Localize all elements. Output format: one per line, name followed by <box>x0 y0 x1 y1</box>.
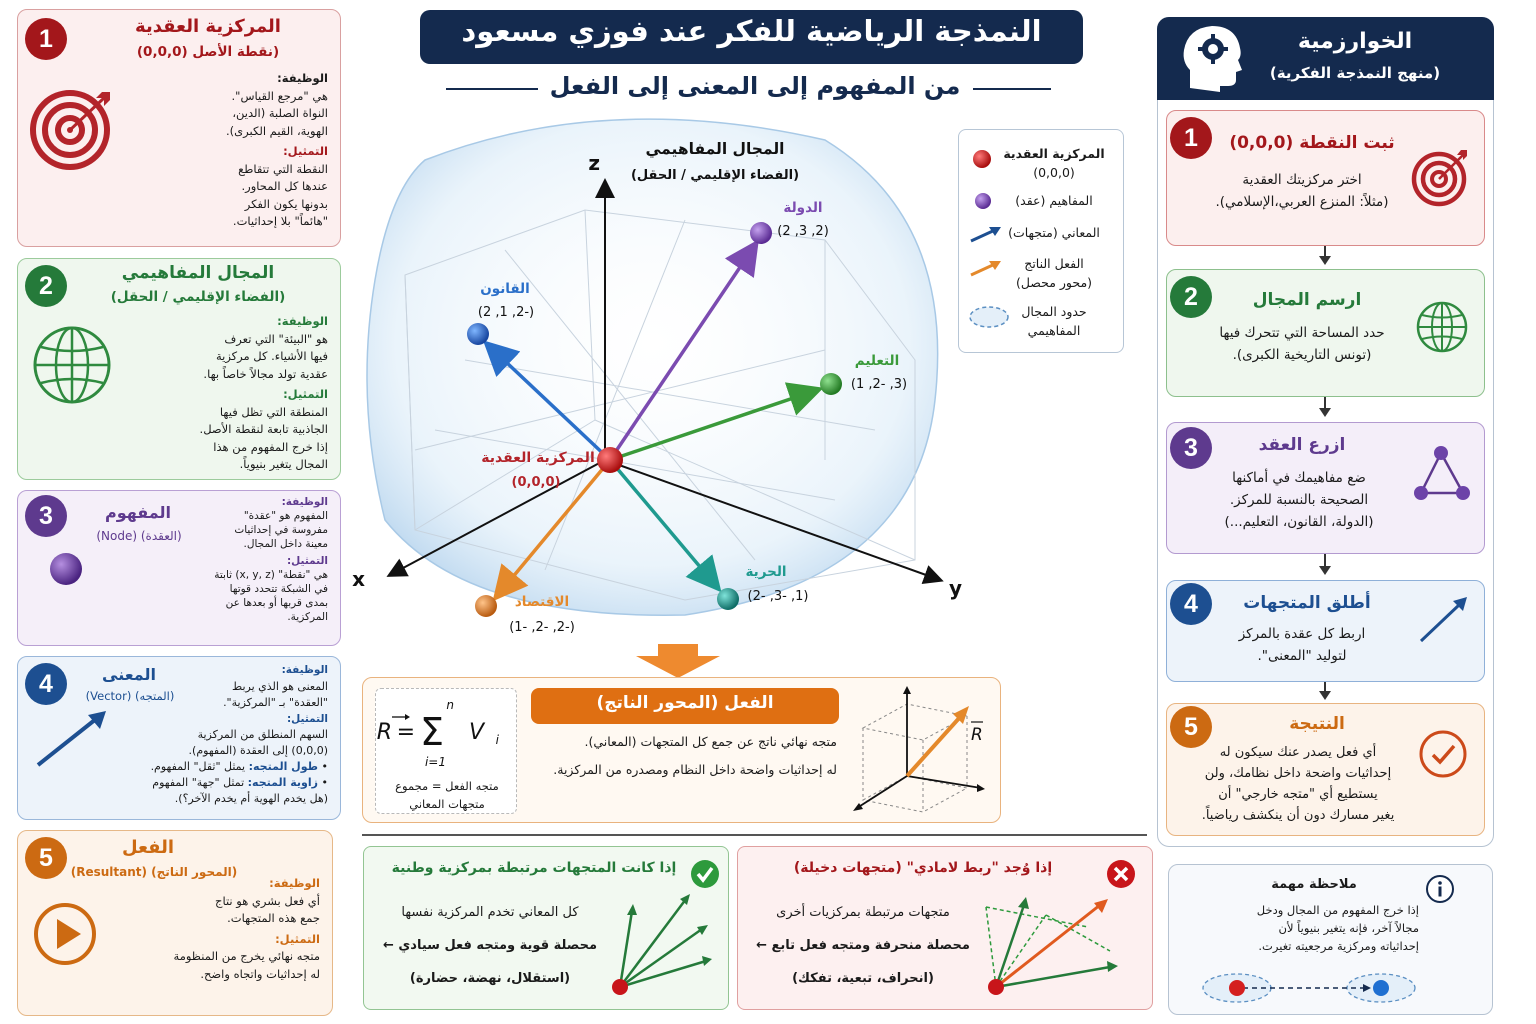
legend-sub-action: (محور محصل) <box>1015 275 1093 290</box>
good-box <box>363 846 729 1010</box>
left-card-5 <box>17 830 333 1016</box>
vector-arrow-icon <box>1417 595 1471 645</box>
node-law-label: القانون <box>480 281 530 297</box>
node-state <box>750 222 772 244</box>
good-line-1: كل المعاني تخدم المركزية نفسها <box>401 905 579 920</box>
deviated-vectors-icon <box>976 891 1146 1003</box>
svg-text:i=1: i=1 <box>424 755 446 769</box>
step-desc: اربط كل عقدة بالمركز لتوليد "المعنى". <box>1238 626 1366 664</box>
card-subtitle: (المحور الناتج) (Resultant) <box>70 865 238 879</box>
node-freedom-label: الحرية <box>745 564 787 580</box>
action-title: الفعل (المحور الناتج) <box>596 693 774 713</box>
node-law <box>467 323 489 345</box>
left-card-1 <box>17 9 341 247</box>
card-title: المعنى <box>102 665 156 684</box>
legend-sub-boundary: المفاهيمي <box>1027 323 1081 338</box>
legend-label-action: الفعل الناتج <box>1024 256 1084 271</box>
bad-line-2: محصلة منحرفة ومتجه فعل تابع ← <box>756 938 970 953</box>
card-subtitle: (الفضاء الإقليمي / الحقل) <box>110 289 286 305</box>
step-title: أطلق المتجهات <box>1243 593 1371 613</box>
good-line-3: (استقلال، نهضة، حضارة) <box>409 971 571 986</box>
algo-step-2 <box>1166 269 1485 397</box>
note-box <box>1168 864 1493 1015</box>
left-card-4 <box>17 656 341 820</box>
legend-red-ball-icon <box>971 148 993 170</box>
algorithm-title: الخوارزمية <box>1297 29 1413 54</box>
divider <box>362 834 1147 836</box>
check-circle-icon <box>690 859 720 889</box>
node-state-label: الدولة <box>783 200 823 216</box>
note-text: إذا خرج المفهوم من المجال ودخل مجالاً آخر، فإنه يتغير بنيوياً لأن إحداثياته ومركزية مرجعيته تغيرت. <box>1256 903 1419 953</box>
node-economy-coords: (-2, -2, -1) <box>509 620 575 635</box>
card-body: الوظيفة: المفهوم هو "عقدة" مفروسة في إحداثيات معينة داخل المجال. التمثيل: هي "نقطة" (x, y, z) ثابتة في الشبكة تتحدد قوتها بمدى قربها أو بعدها عن المركزية. <box>214 496 328 623</box>
card-body: الوظيفة: هي "مرجع القياس". النواة الصلبة (الدين، الهوية، القيم الكبرى). التمثيل: النقطة التي تتقاطع عندها كل المحاور. بدونها يكون الفكر "هائماً" بلا إحداثيات. <box>226 71 328 228</box>
card-title: المجال المفاهيمي <box>121 263 275 283</box>
legend-purple-ball-icon <box>973 191 993 211</box>
card-subtitle: (المتجه) (Vector) <box>85 689 175 703</box>
resultant-cube-icon <box>849 682 989 818</box>
bullet-2: • زاوية المتجه: تمثل "جهة" المفهوم <box>152 776 328 789</box>
node-education <box>820 373 842 395</box>
bad-box <box>737 846 1153 1010</box>
field-shift-icon <box>1199 967 1419 1009</box>
left-card-3 <box>17 490 341 646</box>
good-title: إذا كانت المتجهات مرتبطة بمركزية وطنية <box>391 860 677 876</box>
origin-coords: (0,0,0) <box>511 475 561 490</box>
bad-line-3: (انحراف، تبعية، تفكك) <box>792 971 934 986</box>
formula-box <box>375 688 517 814</box>
node-freedom <box>717 588 739 610</box>
target-icon <box>1411 147 1471 207</box>
svg-text:V: V <box>468 720 484 745</box>
step-desc: اختر مركزيتك العقدية (مثلاً: المنزع العربي،الإسلامي). <box>1215 172 1389 210</box>
legend-label-origin: المركزية العقدية <box>1003 146 1105 161</box>
step-number: 4 <box>1170 583 1212 625</box>
card-title: المفهوم <box>104 503 172 522</box>
svg-text:n: n <box>446 698 454 712</box>
algo-step-1 <box>1166 110 1485 246</box>
step-desc: حدد المساحة التي تتحرك فيها (تونس التاريخية الكبرى). <box>1219 325 1385 363</box>
algo-step-4 <box>1166 580 1485 682</box>
step-desc: أي فعل يصدر عنك سيكون له إحداثيات واضحة داخل نظامك، ولن يستطيع أي "متجه خارجي" أن يغير مسارك دون أن ينكشف رياضياً. <box>1201 745 1395 823</box>
y-axis-label: y <box>948 576 962 600</box>
node-sphere-icon <box>48 551 84 587</box>
target-icon <box>30 86 114 170</box>
step-number: 3 <box>1170 427 1212 469</box>
x-axis-label: x <box>352 567 365 591</box>
good-line-2: محصلة قوية ومتجه فعل سيادي ← <box>382 938 598 953</box>
legend-label-concepts: المفاهيم (عقد) <box>1015 193 1093 208</box>
concept-field-diagram <box>352 100 962 660</box>
step-title: ارسم المجال <box>1252 290 1362 310</box>
card-number: 2 <box>25 265 67 307</box>
action-line-2: له إحداثيات واضحة داخل النظام ومصدره من المركزية. <box>553 762 837 777</box>
step-title: ازرع العقد <box>1258 435 1346 455</box>
node-state-coords: (2, 3, 2) <box>777 224 829 239</box>
card-body: الوظيفة: المعنى هو الذي يربط "العقدة" بـ "المركزية". التمثيل: السهم المنطلق من المركزية (0,0,0) إلى العقدة (المفهوم). • طول المتجه: يمثل "ثقل" المفهوم. • زاوية المتجه: تمثل "جهة" المفهوم (هل يخدم الهوية أم يخدم الآخر؟). <box>108 662 328 807</box>
node-economy <box>475 595 497 617</box>
card-subtitle: (نقطة الأصل (0,0,0) <box>136 44 280 60</box>
check-circle-icon <box>1417 728 1469 780</box>
sum-formula <box>376 693 512 769</box>
page-title: النمذجة الرياضية للفكر عند فوزي مسعود <box>461 14 1042 48</box>
node-law-coords: (-2, 1, 2) <box>477 305 535 320</box>
info-icon <box>1424 873 1456 905</box>
field-title: المجال المفاهيمي <box>645 140 785 158</box>
error-circle-icon <box>1106 859 1136 889</box>
network-nodes-icon <box>1411 443 1471 505</box>
legend-label-boundary: حدود المجال <box>1021 304 1087 319</box>
algo-step-5 <box>1166 703 1485 836</box>
node-education-label: التعليم <box>854 353 900 369</box>
step-title: النتيجة <box>1289 714 1345 734</box>
card-number: 1 <box>25 18 67 60</box>
svg-text:R: R <box>971 725 983 745</box>
left-card-2 <box>17 258 341 480</box>
origin-label: المركزية العقدية <box>481 450 595 466</box>
step-number: 2 <box>1170 276 1212 318</box>
node-origin <box>597 447 623 473</box>
card-body: الوظيفة: هو "البيئة" التي تعرف فيها الأشياء. كل مركزية عقدية تولد مجالاً خاصاً بها. التمثيل: المنطقة التي تظل فيها الجاذبية تابعة لنقطة الأصل. إذا خرج المفهوم من هذا المجال يتغير بنيوياً. <box>199 314 328 471</box>
card-number: 3 <box>25 495 67 537</box>
card-body: الوظيفة: أي فعل بشري هو نتاج جمع هذه المتجهات. التمثيل: متجه نهائي يخرج من المنظومة له إحداثيات واتجاه واضح. <box>173 876 320 981</box>
card-number: 4 <box>25 663 67 705</box>
svg-text:Σ: Σ <box>419 710 444 754</box>
card-number: 5 <box>25 837 67 879</box>
card-title: الفعل <box>121 837 175 858</box>
step-number: 1 <box>1170 117 1212 159</box>
vector-arrow-icon <box>34 707 114 769</box>
node-education-coords: (3, -2, 1) <box>850 377 908 392</box>
legend-label-meanings: المعاني (متجهات) <box>1008 225 1100 240</box>
action-box <box>362 677 1001 823</box>
bullet-1: • طول المتجه: يمثل "ثقل" المفهوم. <box>150 760 328 773</box>
globe-icon <box>32 325 112 405</box>
head-gear-icon <box>1180 22 1246 94</box>
legend <box>958 129 1124 353</box>
field-subtitle: (الفضاء الإقليمي / الحقل) <box>630 168 800 183</box>
globe-icon <box>1415 300 1469 354</box>
algo-step-3 <box>1166 422 1485 554</box>
down-arrow-icon <box>636 644 720 678</box>
subtitle-line-right <box>973 88 1051 90</box>
note-title: ملاحظة مهمة <box>1271 877 1357 892</box>
play-icon <box>32 901 98 967</box>
formula-caption: متجه الفعل = مجموع متجهات المعاني <box>395 779 499 811</box>
algorithm-subtitle: (منهج النمذجة الفكرية) <box>1269 64 1441 82</box>
bad-title: إذا وُجد "ربط لامادي" (متجهات دخيلة) <box>793 860 1053 876</box>
svg-text:i: i <box>495 733 499 747</box>
page-subtitle: من المفهوم إلى المعنى إلى الفعل <box>549 72 961 100</box>
svg-text:R: R <box>376 720 392 745</box>
card-title: المركزية العقدية <box>135 16 281 37</box>
action-line-1: متجه نهائي ناتج عن جمع كل المتجهات (المعاني). <box>584 734 837 749</box>
node-economy-label: الاقتصاد <box>514 594 570 610</box>
step-number: 5 <box>1170 706 1212 748</box>
bad-line-1: متجهات مرتبطة بمركزيات أخرى <box>776 905 950 920</box>
node-freedom-coords: (1, -3, -2) <box>747 589 809 604</box>
card-subtitle: (العقدة) (Node) <box>96 529 182 543</box>
step-title: ثبت النقطة (0,0,0) <box>1229 133 1395 153</box>
aligned-vectors-icon <box>592 891 718 1003</box>
subtitle-line-left <box>446 88 538 90</box>
legend-sub-origin: (0,0,0) <box>1033 165 1075 180</box>
step-desc: ضع مفاهيمك في أماكنها الصحيحة بالنسبة للمركز. (الدولة، القانون، التعليم...) <box>1224 470 1374 530</box>
svg-text:=: = <box>396 720 415 745</box>
z-axis-label: z <box>588 151 600 175</box>
